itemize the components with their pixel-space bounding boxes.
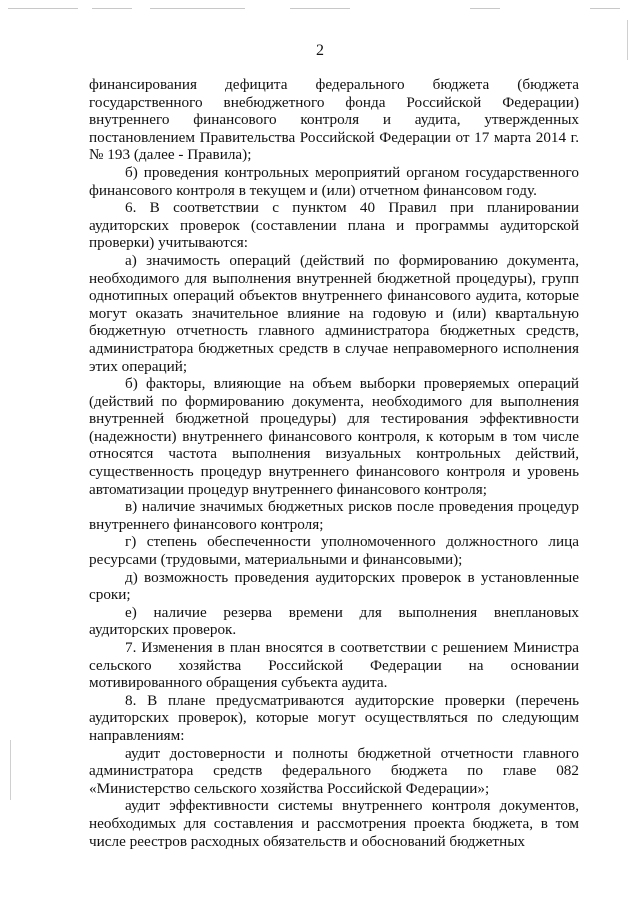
paragraph-continuation: финансирования дефицита федерального бюджета (бюджета государственного внебюджетного фонда Российской Федерации) внутреннего финансового контроля и аудита, утвержденных постановлением Правительства Российской Федерации от 17 марта 2014 г. № 193 (далее - Правила);: [89, 76, 579, 164]
page-number: 2: [316, 42, 324, 59]
paragraph-8-audit-efficiency: аудит эффективности системы внутреннего контроля документов, необходимых для составления и рассмотрения проекта бюджета, в том числе реестров расходных обязательств и обоснований бюджетных: [89, 797, 579, 850]
document-body: [89, 76, 579, 850]
paragraph-8: 8. В плане предусматриваются аудиторские проверки (перечень аудиторских проверок), которые могут осуществляться по следующим направлениям:: [89, 691, 579, 744]
paragraph-6: 6. В соответствии с пунктом 40 Правил при планировании аудиторских проверок (составлении плана и программы аудиторской проверки) учитываются:: [89, 199, 579, 252]
paragraph-6d: д) возможность проведения аудиторских проверок в установленные сроки;: [89, 568, 579, 604]
scan-artifact-marks: [0, 6, 640, 12]
paragraph-8-audit-reporting: аудит достоверности и полноты бюджетной отчетности главного администратора средств федерального бюджета по главе 082 «Министерство сельского хозяйства Российской Федерации»;: [89, 744, 579, 797]
paragraph-6g: г) степень обеспеченности уполномоченного должностного лица ресурсами (трудовыми, материальными и финансовыми);: [89, 533, 579, 569]
paragraph-7: 7. Изменения в план вносятся в соответствии с решением Министра сельского хозяйства Российской Федерации на основании мотивированного обращения субъекта аудита.: [89, 639, 579, 692]
scan-artifact-left-edge: [10, 740, 11, 800]
paragraph-item-b: б) проведения контрольных мероприятий органом государственного финансового контроля в текущем и (или) отчетном финансовом году.: [89, 163, 579, 199]
paragraph-6b: б) факторы, влияющие на объем выборки проверяемых операций (действий по формированию документа, необходимого для выполнения внутренней бюджетной процедуры) для тестирования эффективности (надежности) внутреннего финансового контроля, к которым в том числе относятся частота выполнения визуальных контрольных действий, существенность процедур внутреннего финансового контроля и уровень автоматизации процедур внутреннего финансового контроля;: [89, 375, 579, 498]
paragraph-6a: а) значимость операций (действий по формированию документа, необходимого для выполнения внутренней бюджетной процедуры), групп однотипных операций объектов внутреннего финансового аудита, которые могут оказать значительное влияние на годовую и (или) квартальную бюджетную отчетность главного администратора бюджетных средств, администратора бюджетных средств в случае неправомерного исполнения этих операций;: [89, 251, 579, 375]
paragraph-6e: е) наличие резерва времени для выполнения внеплановых аудиторских проверок.: [89, 603, 579, 639]
paragraph-6v: в) наличие значимых бюджетных рисков после проведения процедур внутреннего финансового контроля;: [89, 498, 579, 533]
